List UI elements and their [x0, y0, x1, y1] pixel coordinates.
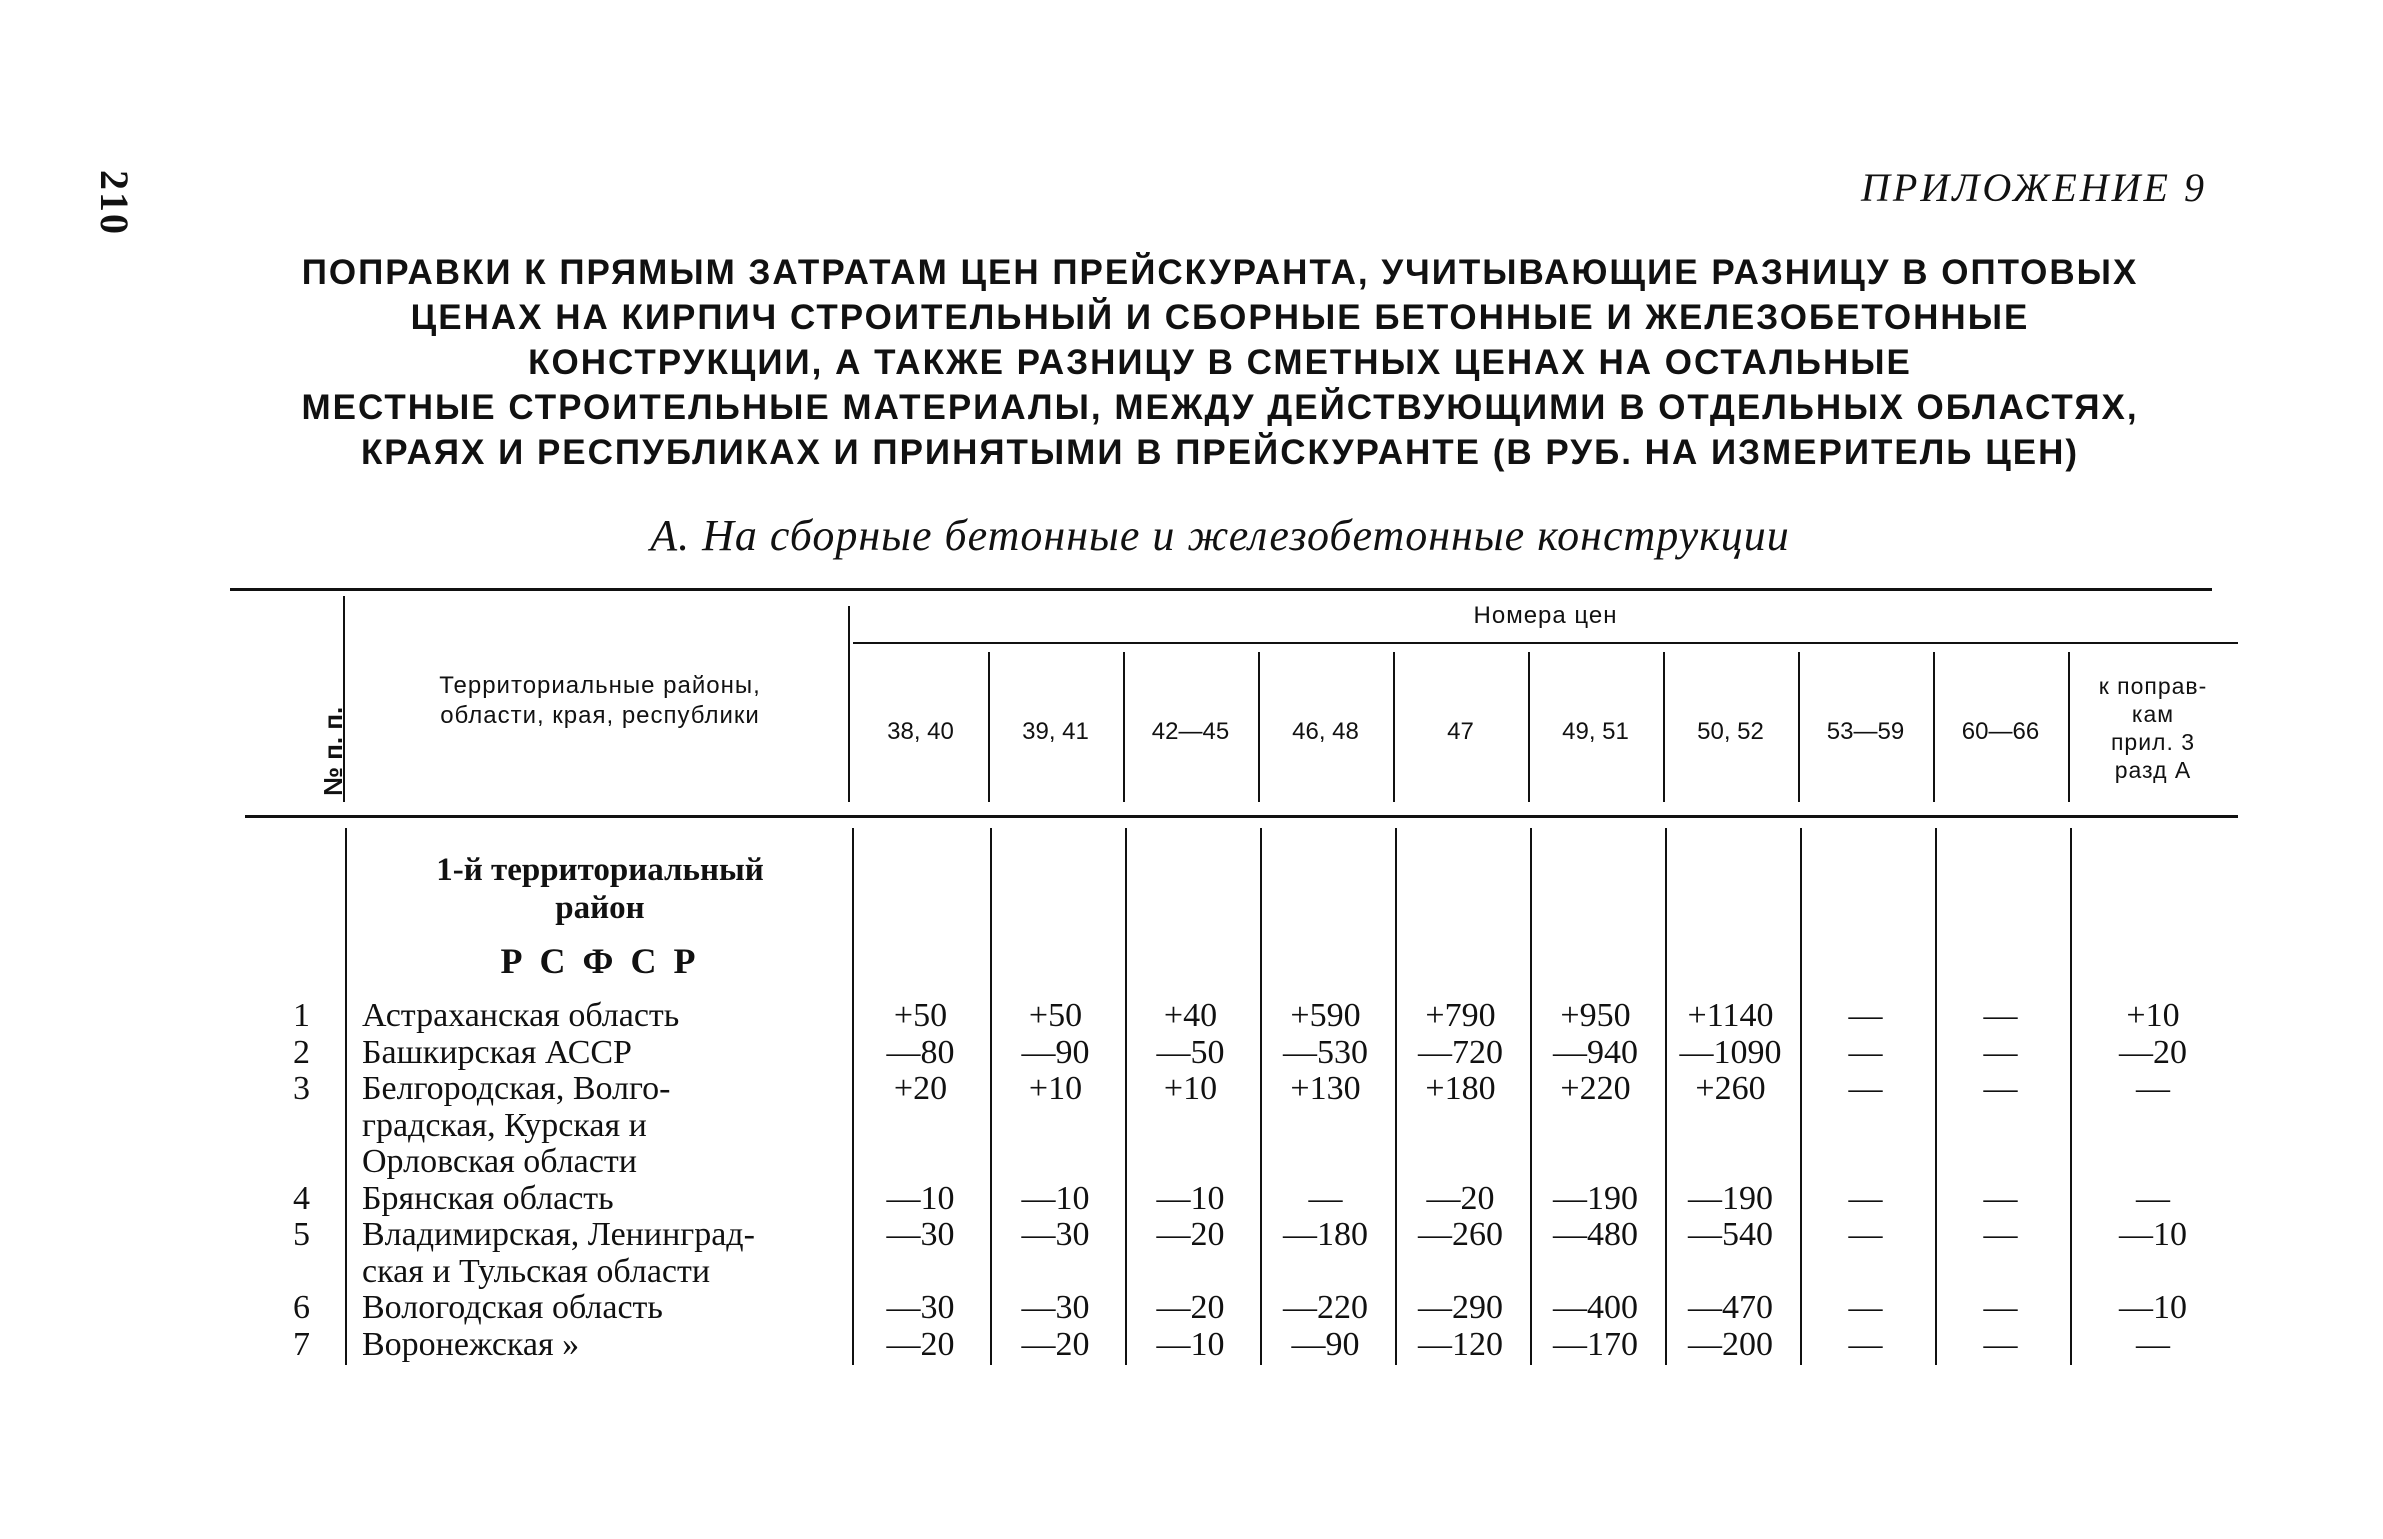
value-cell: +50: [893, 997, 948, 1034]
value-cell: —190: [1688, 1179, 1773, 1217]
value-cell: —540: [1688, 1216, 1773, 1253]
title-line: МЕСТНЫЕ СТРОИТЕЛЬНЫЕ МАТЕРИАЛЫ, МЕЖДУ ДЕЙСТВУЮЩИМИ В ОТДЕЛЬНЫХ ОБЛАСТЯХ,: [301, 388, 2139, 427]
value-cell: —10: [886, 1179, 955, 1217]
column-header: 53—59: [1826, 718, 1905, 745]
page-number: 210: [92, 170, 137, 236]
value-cell: +20: [893, 1070, 948, 1107]
value-cell: —: [1983, 997, 2018, 1034]
group-heading-line: район: [555, 890, 645, 926]
column-header-line: прил. 3: [2110, 729, 2196, 755]
value-cell: —1090: [1679, 1033, 1782, 1071]
appendix-label: ПРИЛОЖЕНИЕ 9: [1861, 165, 2207, 210]
row-number: 5: [293, 1216, 310, 1253]
value-cell: +10: [1028, 1070, 1083, 1107]
table-row: [0, 1070, 2383, 1180]
value-cell: +260: [1695, 1070, 1766, 1107]
value-cell: —: [1848, 1033, 1883, 1071]
value-cell: —: [1848, 1216, 1883, 1253]
region-header-line: Территориальные районы,: [439, 672, 761, 699]
region-name-line: Вологодская область: [362, 1289, 663, 1326]
region-name-line: Воронежская »: [362, 1325, 580, 1363]
column-header-line: к поправ-: [2098, 673, 2208, 699]
value-cell: +1140: [1687, 997, 1774, 1034]
value-cell: +590: [1290, 997, 1361, 1034]
value-cell: +50: [1028, 997, 1083, 1034]
title-line: ЦЕНАХ НА КИРПИЧ СТРОИТЕЛЬНЫЙ И СБОРНЫЕ БЕТОННЫЕ И ЖЕЛЕЗОБЕТОННЫЕ: [410, 298, 2030, 337]
region-name-line: Астраханская область: [362, 997, 680, 1034]
value-cell: —220: [1283, 1289, 1368, 1326]
value-cell: —20: [1426, 1179, 1495, 1217]
region-name-line: градская, Курская и: [362, 1106, 647, 1144]
value-cell: —: [2136, 1179, 2170, 1217]
section-subtitle: А. На сборные бетонные и железобетонные конструкции: [650, 511, 1790, 560]
title-line: ПОПРАВКИ К ПРЯМЫМ ЗАТРАТАМ ЦЕН ПРЕЙСКУРАНТА, УЧИТЫВАЮЩИЕ РАЗНИЦУ В ОПТОВЫХ: [301, 253, 2139, 292]
row-number: 6: [293, 1289, 310, 1326]
value-cell: —: [1983, 1033, 2018, 1071]
value-cell: —30: [1021, 1289, 1090, 1326]
table-row: [0, 1290, 2383, 1326]
column-header-line: кам: [2131, 701, 2175, 727]
table-row: [0, 998, 2383, 1034]
column-header: 42—45: [1151, 718, 1230, 745]
region-name-line: Брянская область: [362, 1179, 614, 1217]
value-cell: +790: [1425, 997, 1496, 1034]
region-name-line: Орловская области: [362, 1143, 637, 1180]
value-cell: —200: [1688, 1325, 1773, 1363]
value-cell: —: [1848, 1289, 1883, 1326]
value-cell: +40: [1163, 997, 1218, 1034]
value-cell: —530: [1283, 1033, 1368, 1071]
table-row: [0, 1035, 2383, 1071]
column-header: 39, 41: [1022, 718, 1089, 745]
value-cell: +10: [2126, 997, 2180, 1034]
value-cell: —20: [1021, 1325, 1090, 1363]
value-cell: —180: [1283, 1216, 1368, 1253]
column-header: 49, 51: [1562, 718, 1629, 745]
value-cell: —: [2136, 1325, 2170, 1363]
row-number: 4: [293, 1179, 310, 1217]
header-bottom-rule: [245, 815, 2238, 818]
table-row: [0, 1216, 2383, 1290]
value-cell: —20: [1156, 1216, 1225, 1253]
value-cell: —10: [1156, 1325, 1225, 1363]
row-number: 7: [293, 1325, 310, 1363]
value-cell: —: [1848, 1325, 1883, 1363]
value-cell: —: [1848, 997, 1883, 1034]
value-cell: —470: [1688, 1289, 1773, 1326]
region-header-line: области, края, республики: [440, 702, 760, 729]
value-cell: —120: [1418, 1325, 1503, 1363]
value-cell: —: [1983, 1070, 2018, 1107]
table-row: [0, 1181, 2383, 1217]
column-header: 47: [1447, 718, 1474, 745]
value-cell: —720: [1418, 1033, 1503, 1071]
region-name-line: Башкирская АССР: [362, 1033, 632, 1071]
value-cell: —940: [1553, 1033, 1638, 1071]
prices-header: Номера цен: [1473, 602, 1618, 629]
column-header: 50, 52: [1697, 718, 1764, 745]
value-cell: +130: [1290, 1070, 1361, 1107]
value-cell: —170: [1553, 1325, 1638, 1363]
title-line: КРАЯХ И РЕСПУБЛИКАХ И ПРИНЯТЫМИ В ПРЕЙСКУРАНТЕ (В РУБ. НА ИЗМЕРИТЕЛЬ ЦЕН): [360, 433, 2080, 472]
value-cell: —400: [1553, 1289, 1638, 1326]
table-top-rule: [230, 588, 2212, 591]
row-number: 3: [293, 1070, 310, 1107]
row-number: 2: [293, 1033, 310, 1071]
value-cell: —30: [1021, 1216, 1090, 1253]
value-cell: —50: [1156, 1033, 1225, 1071]
value-cell: —190: [1553, 1179, 1638, 1217]
title-line: КОНСТРУКЦИИ, А ТАКЖЕ РАЗНИЦУ В СМЕТНЫХ ЦЕНАХ НА ОСТАЛЬНЫЕ: [528, 343, 1912, 382]
row-number-header-text: № п. п.: [318, 706, 348, 796]
value-cell: —20: [2119, 1033, 2187, 1071]
value-cell: —: [1983, 1216, 2018, 1253]
value-cell: —10: [2119, 1216, 2187, 1253]
value-cell: —290: [1418, 1289, 1503, 1326]
row-number: 1: [293, 997, 310, 1034]
region-name-line: Владимирская, Ленинград-: [362, 1216, 755, 1253]
prices-header-rule: [853, 642, 2238, 644]
column-header: 38, 40: [887, 718, 954, 745]
column-header-line: разд А: [2114, 757, 2192, 783]
value-cell: —20: [886, 1325, 955, 1363]
value-cell: +180: [1425, 1070, 1496, 1107]
value-cell: —: [1848, 1070, 1883, 1107]
value-cell: —: [2136, 1070, 2170, 1107]
value-cell: —10: [1156, 1179, 1225, 1217]
value-cell: —480: [1553, 1216, 1638, 1253]
column-header: 60—66: [1961, 718, 2040, 745]
value-cell: —: [1848, 1179, 1883, 1217]
value-cell: —260: [1418, 1216, 1503, 1253]
value-cell: —30: [886, 1216, 955, 1253]
value-cell: —: [1983, 1325, 2018, 1363]
value-cell: +10: [1163, 1070, 1218, 1107]
row-number-header: [318, 688, 348, 798]
value-cell: +220: [1560, 1070, 1631, 1107]
value-cell: —: [1983, 1179, 2018, 1217]
document-title: [230, 250, 2210, 475]
subgroup-heading: Р С Ф С Р: [500, 941, 700, 981]
value-cell: —30: [886, 1289, 955, 1326]
region-name-line: Белгородская, Волго-: [362, 1070, 671, 1107]
value-cell: —90: [1291, 1325, 1360, 1363]
value-cell: +950: [1560, 997, 1631, 1034]
value-cell: —10: [2119, 1289, 2187, 1326]
value-cell: —90: [1021, 1033, 1090, 1071]
header-divider-region: [848, 606, 850, 802]
column-header: 46, 48: [1292, 718, 1359, 745]
value-cell: —20: [1156, 1289, 1225, 1326]
table-row: [0, 1327, 2383, 1363]
value-cell: —: [1983, 1289, 2018, 1326]
group-heading-line: 1-й территориальный: [436, 852, 764, 888]
value-cell: —: [1308, 1179, 1343, 1217]
region-name-line: ская и Тульская области: [362, 1252, 711, 1290]
value-cell: —80: [886, 1033, 955, 1071]
value-cell: —10: [1021, 1179, 1090, 1217]
